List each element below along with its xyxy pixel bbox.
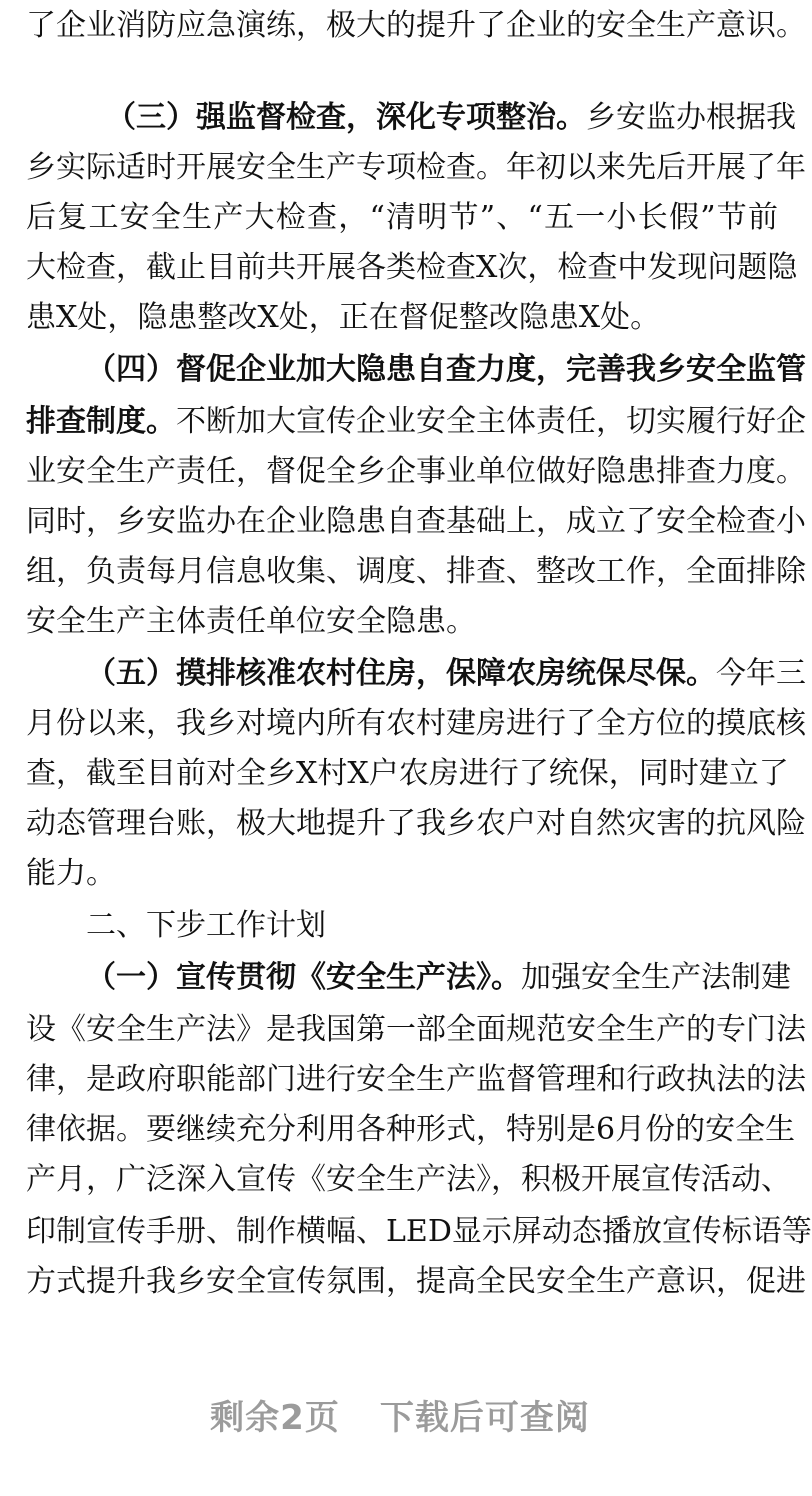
section4-line-5 [26, 546, 806, 598]
section5-text: 月份以来，我乡对境内所有农村建房进行了全方位的摸底核 [26, 706, 806, 741]
plan1-line-4 [26, 1104, 796, 1156]
section5-text: 查，截至目前对全乡X村X户农房进行了统保，同时建立了 [26, 756, 789, 791]
plan1-text: 加强安全生产法制建 [521, 960, 791, 995]
plan1-heading: （一）宣传贯彻《安全生产法》。 [86, 960, 521, 995]
section3-text: 乡安监办根据我 [586, 100, 796, 135]
part2-title [26, 900, 778, 952]
section4-text: 业安全生产责任，督促全乡企事业单位做好隐患排查力度。 [26, 454, 806, 489]
plan1-text: 产月，广泛深入宣传《安全生产法》，积极开展宣传活动、 [26, 1162, 791, 1197]
part2-title-text: 二、下步工作计划 [86, 908, 326, 943]
section4-heading: （四）督促企业加大隐患自查力度，完善我乡安全监管 [86, 352, 806, 387]
section3-text: 患X处，隐患整改X处，正在督促整改隐患X处。 [26, 300, 661, 335]
section4-text: 组，负责每月信息收集、调度、排查、整改工作，全面排除 [26, 554, 806, 589]
section3-line-3 [26, 192, 778, 244]
section4-heading-end: 排查制度。 [26, 404, 176, 439]
remaining-pages-text: 剩余2页 [210, 1398, 340, 1438]
section3-text: 大检查，截止目前共开展各类检查X次，检查中发现问题隐 [26, 250, 798, 285]
plan1-text: 印制宣传手册、制作横幅、LED显示屏动态播放宣传标语等 [26, 1214, 812, 1249]
plan1-line-5 [26, 1154, 791, 1206]
section4-text: 同时，乡安监办在企业隐患自查基础上，成立了安全检查小 [26, 504, 806, 539]
section3-line-5 [26, 292, 778, 344]
plan1-text: 律，是政府职能部门进行安全生产监督管理和行政执法的法 [26, 1062, 806, 1097]
section3-line-2 [26, 142, 806, 194]
plan1-line-2 [26, 1004, 806, 1056]
section5-line-1 [26, 648, 806, 700]
section4-text: 不断加大宣传企业安全主体责任，切实履行好企 [176, 404, 806, 439]
section5-line-3 [26, 748, 789, 800]
plan1-line-7 [26, 1256, 806, 1308]
intro-text: 了企业消防应急演练，极大的提升了企业的安全生产意识。 [26, 8, 806, 43]
plan1-line-6 [26, 1206, 812, 1258]
plan1-line-3 [26, 1054, 806, 1106]
plan1-line-1 [26, 952, 791, 1004]
section3-text: 后复工安全生产大检查，“清明节”、“五一小长假”节前 [26, 200, 778, 235]
intro-line-1 [26, 0, 806, 52]
section4-line-4 [26, 496, 806, 548]
section4-line-1 [26, 344, 806, 396]
section5-line-4 [26, 798, 806, 850]
section3-line-1 [26, 92, 796, 144]
section4-line-2 [26, 396, 806, 448]
download-to-view-text: 下载后可查阅 [379, 1398, 590, 1438]
section4-line-6 [26, 596, 778, 648]
section5-line-2 [26, 698, 806, 750]
section4-text: 安全生产主体责任单位安全隐患。 [26, 604, 476, 639]
plan1-text: 方式提升我乡安全宣传氛围，提高全民安全生产意识，促进 [26, 1264, 806, 1299]
section3-line-4 [26, 242, 798, 294]
plan1-text: 律依据。要继续充分利用各种形式，特别是6月份的安全生 [26, 1112, 796, 1147]
plan1-text: 设《安全生产法》是我国第一部全面规范安全生产的专门法 [26, 1012, 806, 1047]
section5-heading: （五）摸排核准农村住房，保障农房统保尽保。 [86, 656, 716, 691]
section3-heading: （三）强监督检查，深化专项整治。 [106, 100, 586, 135]
section3-text: 乡实际适时开展安全生产专项检查。年初以来先后开展了年 [26, 150, 806, 185]
section5-text: 今年三 [716, 656, 806, 691]
section5-line-5 [26, 848, 778, 900]
section5-text: 动态管理台账，极大地提升了我乡农户对自然灾害的抗风险 [26, 806, 806, 841]
section4-line-3 [26, 446, 806, 498]
section5-text: 能力。 [26, 856, 116, 891]
download-prompt[interactable] [0, 1390, 800, 1450]
